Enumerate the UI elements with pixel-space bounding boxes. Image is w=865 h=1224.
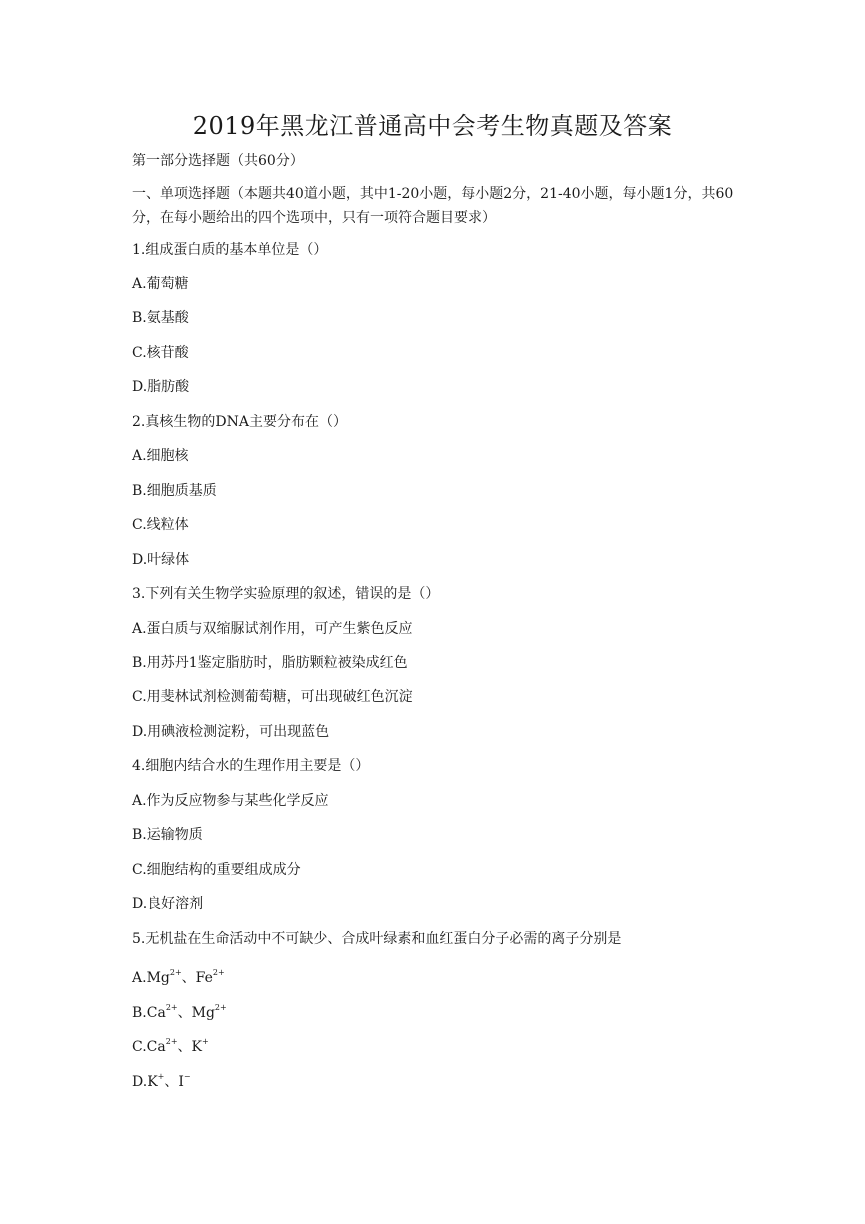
- question-2-option-b: B.细胞质基质: [132, 483, 217, 499]
- ion-charge: 2+: [165, 1003, 178, 1012]
- question-2-option-a: A.细胞核: [132, 448, 189, 464]
- question-5-option-c: [132, 1031, 209, 1058]
- question-3-option-a: A.蛋白质与双缩脲试剂作用，可产生紫色反应: [132, 621, 413, 637]
- question-1-stem: 1.组成蛋白质的基本单位是（）: [132, 242, 328, 258]
- question-4-stem: 4.细胞内结合水的生理作用主要是（）: [132, 758, 370, 774]
- option-prefix: D.: [132, 1074, 148, 1090]
- ion-symbol: K: [191, 1039, 202, 1055]
- question-4-option-a: A.作为反应物参与某些化学反应: [132, 793, 329, 809]
- question-1-option-a: A.葡萄糖: [132, 276, 189, 292]
- ion-symbol: Fe: [195, 970, 213, 986]
- ion-symbol: Ca: [146, 1005, 166, 1021]
- ion-charge: 2+: [165, 1037, 178, 1046]
- question-3-option-b: B.用苏丹1鉴定脂肪时，脂肪颗粒被染成红色: [132, 655, 408, 671]
- question-5-option-d: [132, 1066, 191, 1093]
- option-prefix: C.: [132, 1039, 147, 1055]
- ion-charge: 2+: [169, 968, 182, 977]
- ion-charge: 2+: [212, 968, 225, 977]
- question-3-option-c: C.用斐林试剂检测葡萄糖，可出现破红色沉淀: [132, 689, 413, 705]
- question-1-option-b: B.氨基酸: [132, 310, 189, 326]
- ion-symbol: K: [147, 1074, 158, 1090]
- part1-heading: 第一部分选择题（共60分）: [132, 153, 304, 169]
- ion-symbol: Mg: [191, 1005, 215, 1021]
- question-1-option-d: D.脂肪酸: [132, 379, 190, 395]
- question-5-stem: 5.无机盐在生命活动中不可缺少、合成叶绿素和血红蛋白分子必需的离子分别是: [132, 931, 622, 947]
- question-4-option-b: B.运输物质: [132, 827, 203, 843]
- ion-symbol: Mg: [146, 970, 170, 986]
- ion-symbol: Ca: [146, 1039, 166, 1055]
- page-title: 2019年黑龙江普通高中会考生物真题及答案: [192, 112, 673, 140]
- question-4-option-c: C.细胞结构的重要组成成分: [132, 862, 301, 878]
- question-4-option-d: D.良好溶剂: [132, 896, 204, 912]
- question-3-option-d: D.用碘液检测淀粉，可出现蓝色: [132, 724, 330, 740]
- separator: 、: [177, 1039, 192, 1055]
- question-5-option-a: [132, 962, 225, 989]
- question-2-option-d: D.叶绿体: [132, 552, 190, 568]
- question-1-option-c: C.核苷酸: [132, 345, 189, 361]
- question-3-stem: 3.下列有关生物学实验原理的叙述，错误的是（）: [132, 586, 440, 602]
- separator: 、: [177, 1005, 192, 1021]
- ion-charge: +: [157, 1072, 165, 1081]
- ion-charge: +: [202, 1037, 209, 1046]
- ion-charge: 2+: [214, 1003, 227, 1012]
- separator: 、: [164, 1074, 179, 1090]
- ion-symbol: I: [178, 1074, 184, 1090]
- section-instructions: 一、单项选择题（本题共40道小题，其中1-20小题，每小题2分，21-40小题，每小题1分，共60分，在每小题给出的四个选项中，只有一项符合题目要求）: [132, 186, 734, 226]
- question-5-option-b: [132, 997, 227, 1024]
- option-prefix: A.: [132, 970, 147, 986]
- question-2-stem: 2.真核生物的DNA主要分布在（）: [132, 414, 347, 430]
- separator: 、: [181, 970, 196, 986]
- option-prefix: B.: [132, 1005, 147, 1021]
- question-2-option-c: C.线粒体: [132, 517, 189, 533]
- ion-charge: −: [183, 1072, 191, 1081]
